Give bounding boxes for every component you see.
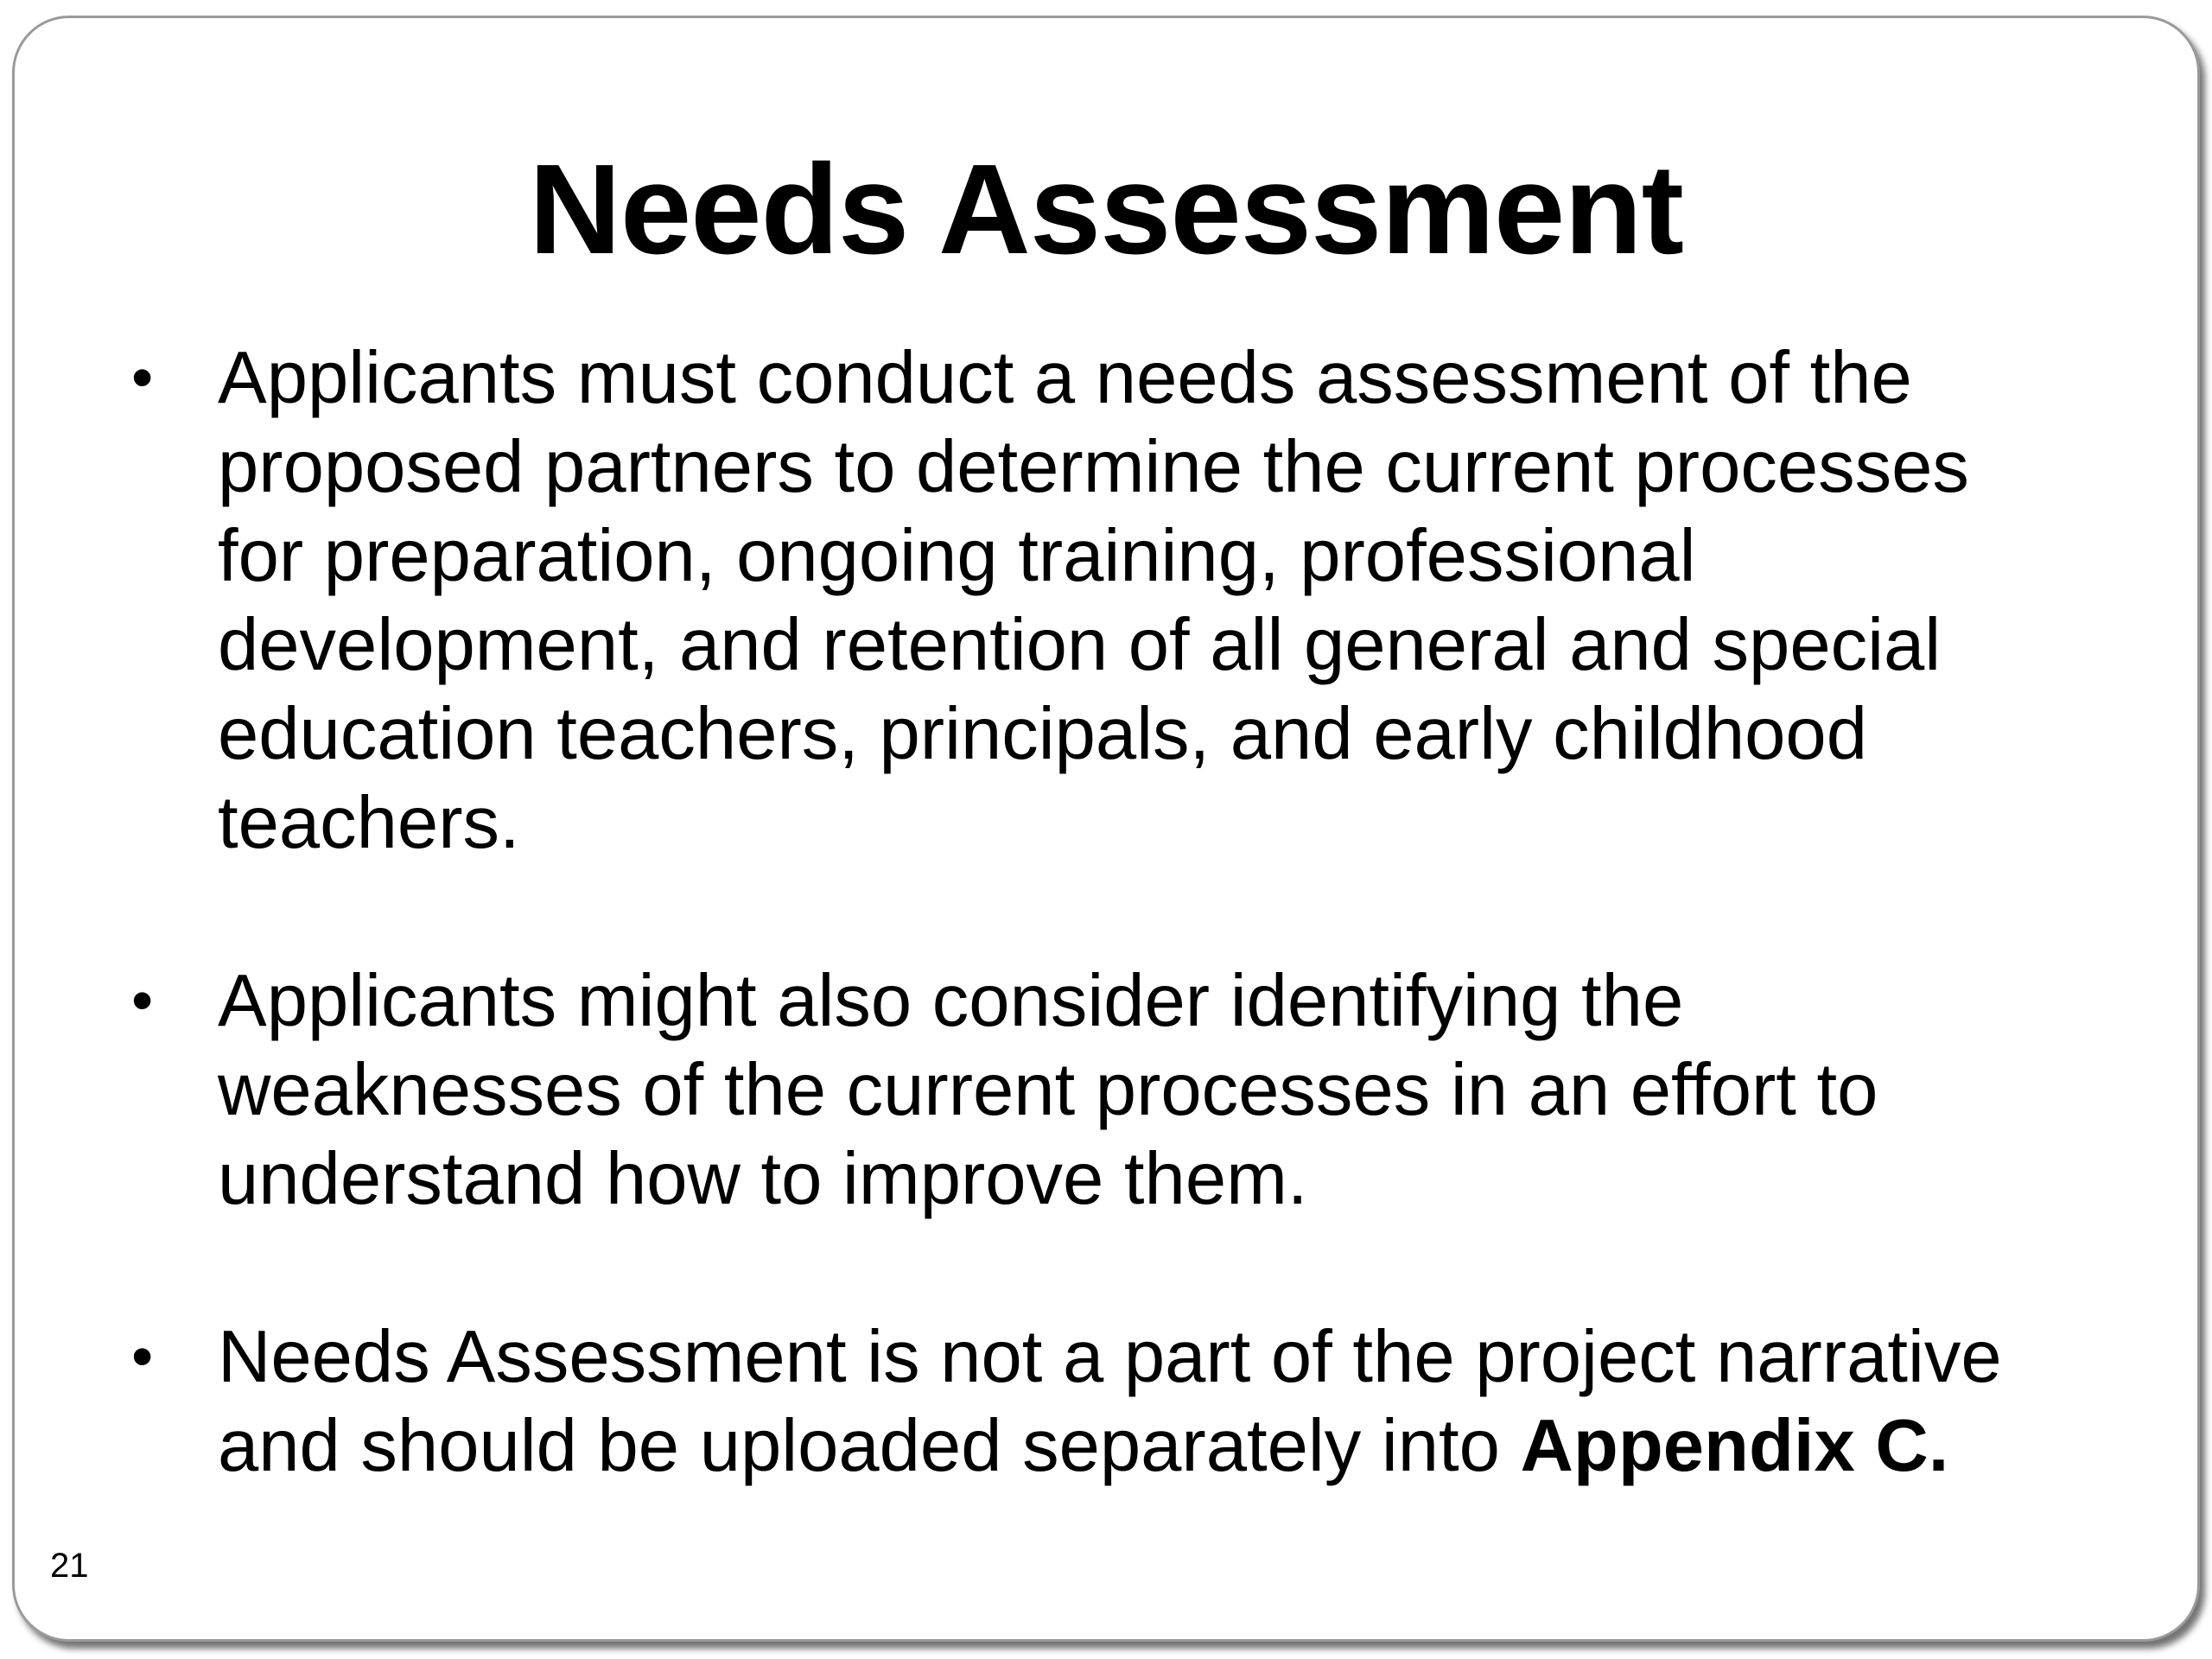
bullet-item-2	[121, 957, 2074, 1224]
bullet-dot-icon: •	[131, 1322, 154, 1391]
bullet-text-3: Needs Assessment is not a part of the project narrative and should be uploaded separately into	[218, 1316, 2002, 1487]
bullet-list	[121, 334, 2074, 1580]
bullet-dot-icon: •	[131, 966, 154, 1035]
slide-number: 21	[50, 1547, 89, 1585]
bullet-text-1: Applicants must conduct a needs assessment of the proposed partners to determine the current processes for preparation, ongoing training, professional development, and retention of all general and special education teachers, principals, and early childhood teachers.	[218, 337, 1969, 864]
bullet-item-3	[121, 1313, 2074, 1491]
slide-title: Needs Assessment	[529, 138, 1683, 281]
appendix-reference: Appendix C.	[1520, 1405, 1949, 1487]
bullet-dot-icon: •	[131, 343, 154, 412]
bullet-item-1	[121, 334, 2074, 868]
bullet-text-2: Applicants might also consider identifying the weaknesses of the current processes in an effort to understand how to improve them.	[218, 960, 1878, 1220]
